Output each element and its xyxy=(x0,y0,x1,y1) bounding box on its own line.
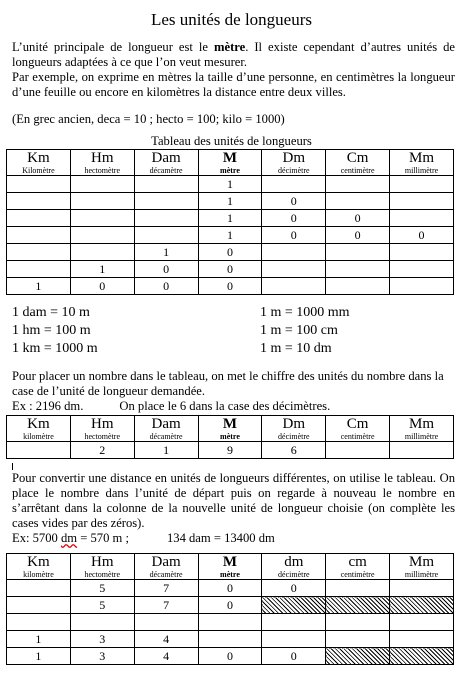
column-header-hectomètre xyxy=(70,554,134,580)
table-cell xyxy=(7,210,71,227)
column-header-décamètre xyxy=(134,150,198,176)
column-header-centimètre xyxy=(326,416,390,442)
page-title: Les unités de longueurs xyxy=(151,10,312,29)
table-row xyxy=(7,614,454,631)
table-row xyxy=(7,580,454,597)
column-header-centimètre xyxy=(326,554,390,580)
table-row xyxy=(7,193,454,210)
table-cell xyxy=(262,176,326,193)
unit-name: mètre xyxy=(220,432,240,441)
unit-symbol: M xyxy=(222,554,238,570)
table-cell xyxy=(7,614,71,631)
table-cell: 1 xyxy=(198,227,262,244)
table-cell xyxy=(326,442,390,459)
table-cell xyxy=(326,597,390,614)
table-cell xyxy=(262,261,326,278)
table-cell xyxy=(134,176,198,193)
equivalence-hm: 1 hm = 100 m xyxy=(12,323,91,338)
greek-prefixes-note: (En grec ancien, deca = 10 ; hecto = 100; kilo = 1000) xyxy=(12,112,285,126)
table-cell: 0 xyxy=(262,648,326,665)
table-row xyxy=(7,176,454,193)
table-cell xyxy=(390,631,454,648)
unit-name: mètre xyxy=(220,570,240,579)
unit-name: décimètre xyxy=(278,432,310,441)
intro-bold-metre: mètre xyxy=(213,40,246,54)
table-cell xyxy=(262,614,326,631)
table-cell: 7 xyxy=(134,580,198,597)
unit-name: décamètre xyxy=(149,570,183,579)
table-cell: 1 xyxy=(70,261,134,278)
table2-header-row xyxy=(7,416,454,442)
unit-symbol: Mm xyxy=(409,554,435,570)
table-cell xyxy=(262,244,326,261)
conversion-example-prefix: Ex: 5700 xyxy=(12,531,61,545)
table-row xyxy=(7,210,454,227)
table-cell: 0 xyxy=(198,244,262,261)
table-cell: 7 xyxy=(134,597,198,614)
table-row xyxy=(7,631,454,648)
unit-symbol: Dm xyxy=(282,150,306,166)
units-table xyxy=(6,149,454,295)
spellcheck-flagged-unit: dm xyxy=(60,531,78,545)
table-cell xyxy=(326,176,390,193)
unit-name: millimètre xyxy=(404,432,439,441)
unit-symbol: Dam xyxy=(151,150,181,166)
table-cell xyxy=(70,210,134,227)
table-cell: 2 xyxy=(70,442,134,459)
table-cell: 0 xyxy=(390,227,454,244)
unit-symbol: Dam xyxy=(151,416,181,432)
table-cell: 1 xyxy=(134,442,198,459)
table-cell xyxy=(7,227,71,244)
unit-name: millimètre xyxy=(404,166,439,175)
column-header-décimètre xyxy=(262,554,326,580)
column-header-kilomètre xyxy=(7,150,71,176)
unit-name: millimètre xyxy=(404,570,439,579)
table-cell xyxy=(70,176,134,193)
unit-symbol: Hm xyxy=(91,150,114,166)
table-cell xyxy=(390,278,454,295)
table-cell xyxy=(390,210,454,227)
unit-symbol: Mm xyxy=(409,150,435,166)
table-cell xyxy=(134,193,198,210)
table-cell: 0 xyxy=(198,648,262,665)
table-cell: 0 xyxy=(70,278,134,295)
column-header-hectomètre xyxy=(70,416,134,442)
table-cell xyxy=(7,261,71,278)
table3-header-row xyxy=(7,554,454,580)
unit-name: décamètre xyxy=(149,166,183,175)
unit-symbol: cm xyxy=(348,554,367,570)
unit-symbol: dm xyxy=(284,554,304,570)
table-cell xyxy=(390,614,454,631)
column-header-hectomètre xyxy=(70,150,134,176)
table-cell: 3 xyxy=(70,631,134,648)
unit-symbol: Km xyxy=(27,416,50,432)
table-cell: 0 xyxy=(326,210,390,227)
table-cell xyxy=(70,244,134,261)
conversion-table xyxy=(6,553,454,665)
table-row xyxy=(7,648,454,665)
table1-header-row xyxy=(7,150,454,176)
table-cell xyxy=(390,193,454,210)
table-row xyxy=(7,261,454,278)
table-cell xyxy=(70,227,134,244)
table-cell xyxy=(7,176,71,193)
unit-symbol: Hm xyxy=(91,554,114,570)
table-cell: 5 xyxy=(70,597,134,614)
table-cell: 3 xyxy=(70,648,134,665)
column-header-mètre xyxy=(198,150,262,176)
table-cell: 0 xyxy=(134,261,198,278)
equivalence-cm: 1 m = 100 cm xyxy=(260,323,338,338)
table-row xyxy=(7,278,454,295)
table-cell xyxy=(326,648,390,665)
column-header-millimètre xyxy=(390,150,454,176)
column-header-kilomètre xyxy=(7,416,71,442)
table-cell: 0 xyxy=(262,227,326,244)
table-cell xyxy=(326,261,390,278)
table-cell xyxy=(7,193,71,210)
equivalence-dam: 1 dam = 10 m xyxy=(12,305,90,320)
unit-name: centimètre xyxy=(340,166,375,175)
unit-symbol: Cm xyxy=(346,150,369,166)
intro-example-text: Par exemple, on exprime en mètres la taille d’une personne, en centimètres la longueur d’une feuille ou encore en kilomètres la distance entre deux villes. xyxy=(12,70,455,99)
table-cell: 1 xyxy=(7,631,71,648)
table-cell xyxy=(390,597,454,614)
table-cell xyxy=(326,193,390,210)
unit-symbol: Cm xyxy=(346,416,369,432)
unit-name: kilomètre xyxy=(23,570,54,579)
table-cell: 0 xyxy=(326,227,390,244)
column-header-centimètre xyxy=(326,150,390,176)
table1-caption: Tableau des unités de longueurs xyxy=(151,134,312,148)
table-cell: 0 xyxy=(198,580,262,597)
table-cell: 0 xyxy=(198,278,262,295)
unit-symbol: Hm xyxy=(91,416,114,432)
column-header-millimètre xyxy=(390,554,454,580)
table-cell xyxy=(7,580,71,597)
table-cell xyxy=(390,580,454,597)
placement-text: Pour placer un nombre dans le tableau, on met le chiffre des unités du nombre dans la case de l’unité de longueur demandée. xyxy=(12,369,444,398)
table-cell xyxy=(7,597,71,614)
table-row xyxy=(7,244,454,261)
column-header-mètre xyxy=(198,416,262,442)
equivalence-km: 1 km = 1000 m xyxy=(12,341,98,356)
table-cell: 0 xyxy=(198,261,262,278)
table-cell: 1 xyxy=(7,648,71,665)
unit-symbol: Km xyxy=(27,554,50,570)
unit-name: hectomètre xyxy=(84,432,121,441)
unit-name: décimètre xyxy=(278,570,310,579)
table-cell: 0 xyxy=(262,193,326,210)
equivalence-mm: 1 m = 1000 mm xyxy=(260,305,350,320)
table-cell xyxy=(134,227,198,244)
unit-symbol: M xyxy=(222,416,238,432)
placement-example-note: On place le 6 dans la case des décimètres. xyxy=(119,399,331,413)
table-cell xyxy=(198,631,262,648)
table-cell xyxy=(198,614,262,631)
conversion-example-rest: = 570 m ; xyxy=(77,531,129,545)
table-cell xyxy=(70,614,134,631)
table-cell: 1 xyxy=(198,193,262,210)
column-header-kilomètre xyxy=(7,554,71,580)
placement-paragraph xyxy=(12,369,455,414)
table-cell: 1 xyxy=(134,244,198,261)
equivalences-left xyxy=(12,304,98,358)
unit-name: centimètre xyxy=(340,432,375,441)
table-cell: 0 xyxy=(134,278,198,295)
unit-symbol: Dam xyxy=(151,554,181,570)
table-cell xyxy=(134,210,198,227)
column-header-décamètre xyxy=(134,554,198,580)
text-cursor-mark xyxy=(12,463,13,470)
equivalence-dm: 1 m = 10 dm xyxy=(260,341,332,356)
table-cell xyxy=(262,631,326,648)
unit-name: décamètre xyxy=(149,432,183,441)
unit-symbol: Km xyxy=(27,150,50,166)
column-header-millimètre xyxy=(390,416,454,442)
placement-example: Ex : 2196 dm. xyxy=(12,399,84,413)
intro-paragraph xyxy=(12,40,455,100)
table-cell xyxy=(262,278,326,295)
unit-name: centimètre xyxy=(340,570,375,579)
table-row xyxy=(7,442,454,459)
placement-example-line xyxy=(12,399,455,414)
table-cell: 0 xyxy=(262,210,326,227)
unit-name: mètre xyxy=(220,166,240,175)
table-cell xyxy=(390,442,454,459)
table-cell: 0 xyxy=(262,580,326,597)
unit-name: hectomètre xyxy=(84,166,121,175)
column-header-décamètre xyxy=(134,416,198,442)
table-cell xyxy=(390,648,454,665)
table-cell: 6 xyxy=(262,442,326,459)
table-cell xyxy=(326,614,390,631)
table-cell: 9 xyxy=(198,442,262,459)
unit-symbol: Mm xyxy=(409,416,435,432)
equivalences-right xyxy=(260,304,350,358)
table-cell xyxy=(326,278,390,295)
table-cell xyxy=(390,176,454,193)
table-cell xyxy=(262,597,326,614)
conversion-paragraph xyxy=(12,471,455,546)
unit-symbol: M xyxy=(222,150,238,166)
table-cell: 1 xyxy=(7,278,71,295)
conversion-example-2: 134 dam = 13400 dm xyxy=(166,531,275,545)
table-cell xyxy=(70,193,134,210)
intro-text-start: L’unité principale de longueur est le xyxy=(12,40,214,54)
table-cell xyxy=(326,580,390,597)
unit-name: Kilomètre xyxy=(22,166,55,175)
table-cell: 5 xyxy=(70,580,134,597)
table-cell: 4 xyxy=(134,631,198,648)
table-cell: 0 xyxy=(198,597,262,614)
column-header-mètre xyxy=(198,554,262,580)
table-cell xyxy=(7,244,71,261)
table-cell: 4 xyxy=(134,648,198,665)
unit-name: kilomètre xyxy=(23,432,54,441)
table-cell xyxy=(326,244,390,261)
table-row xyxy=(7,227,454,244)
conversion-example-line xyxy=(12,531,455,546)
column-header-décimètre xyxy=(262,150,326,176)
table-cell xyxy=(326,631,390,648)
table-cell xyxy=(390,244,454,261)
table-cell: 1 xyxy=(198,210,262,227)
table-row xyxy=(7,597,454,614)
table-cell xyxy=(7,442,71,459)
column-header-décimètre xyxy=(262,416,326,442)
conversion-text: Pour convertir une distance en unités de longueurs différentes, on utilise le tableau. On place le nombre dans l’unité de départ puis on regarde à nouveau le nombre en s’arrêtant dans la colonne de la nouvelle unité de longueur choisie (on complète les cases vides par des zéros). xyxy=(12,471,455,530)
intro-text-end: . Il existe cependant d’autres unités de longueurs adaptées à ce que l’on veut mesurer. xyxy=(12,40,455,69)
unit-symbol: Dm xyxy=(282,416,306,432)
unit-name: décimètre xyxy=(278,166,310,175)
table-cell xyxy=(134,614,198,631)
example-table xyxy=(6,415,454,459)
table-cell: 1 xyxy=(198,176,262,193)
unit-name: hectomètre xyxy=(84,570,121,579)
table-cell xyxy=(390,261,454,278)
